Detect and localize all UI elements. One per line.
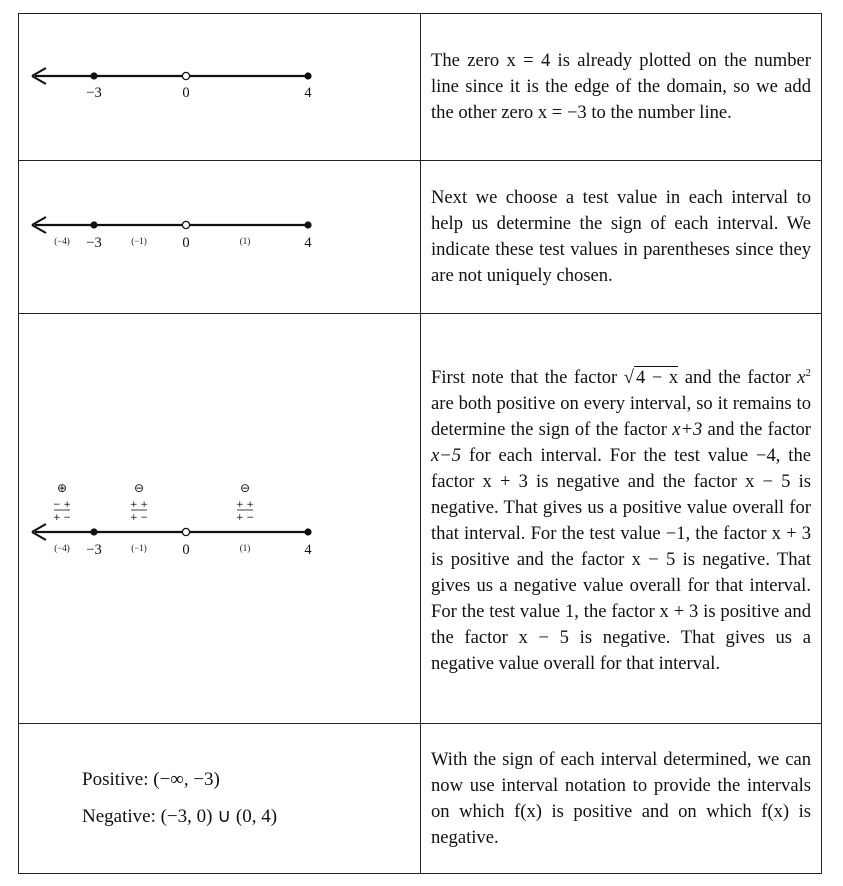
test-value-2: (−1): [131, 543, 147, 553]
factor-signs-top: + +: [236, 500, 254, 510]
figure-cell-2: [19, 161, 421, 314]
step-row-1: [19, 14, 822, 161]
text-cell-2: [421, 161, 822, 314]
tick-label-four: 4: [304, 542, 312, 558]
open-point-zero: [182, 528, 189, 535]
figure-cell-4: [19, 724, 421, 874]
text-part: are both positive on every interval, so it remains to determine the sign of the factor: [431, 393, 811, 441]
explanation-text-1: The zero x = 4 is already plotted on the number line since it is the edge of the domain, so we add the other zero x = −3 to the number line.: [431, 50, 811, 123]
number-line-1: [19, 14, 420, 160]
figure-cell-3: [19, 314, 421, 724]
closed-point-neg3: [90, 72, 97, 79]
explanation-text-2: Next we choose a test value in each interval to help us determine the sign of each interval. We indicate these test values in parentheses since they are not uniquely chosen.: [431, 187, 811, 286]
step-row-4: [19, 724, 822, 874]
tick-label-four: 4: [304, 85, 312, 101]
sign-chart: [19, 314, 420, 723]
tick-label-neg3: −3: [86, 235, 102, 251]
sign-stack-interval-2: [130, 481, 148, 523]
text-part: First note that the factor: [431, 367, 624, 389]
text-part: and the factor: [678, 367, 798, 389]
closed-point-four: [304, 528, 311, 535]
tick-label-zero: 0: [182, 85, 190, 101]
open-point-zero: [182, 72, 189, 79]
tick-label-zero: 0: [182, 235, 190, 251]
x-squared: x: [797, 367, 806, 389]
positive-intervals: Positive: (−∞, −3): [82, 769, 220, 790]
interval-summary: [19, 769, 420, 828]
figure-cell-1: [19, 14, 421, 161]
open-point-zero: [182, 221, 189, 228]
number-line-2: [19, 161, 420, 313]
tick-label-neg3: −3: [86, 542, 102, 558]
step-row-2: [19, 161, 822, 314]
steps-table: [18, 13, 822, 874]
positive-circle-icon: ⊕: [56, 481, 68, 495]
closed-point-four: [304, 72, 311, 79]
factor-signs-top: + +: [130, 500, 148, 510]
sign-stack-interval-3: [236, 481, 254, 523]
sign-stack-interval-1: [53, 481, 71, 523]
closed-point-neg3: [90, 221, 97, 228]
factor-signs-bottom: + −: [130, 513, 148, 523]
factor-x-minus-5: x−5: [431, 445, 462, 467]
tick-label-zero: 0: [182, 542, 190, 558]
text-cell-3: [421, 314, 822, 724]
test-value-1: (−4): [54, 236, 70, 246]
tick-label-four: 4: [304, 235, 312, 251]
closed-point-neg3: [90, 528, 97, 535]
negative-circle-icon: ⊖: [133, 481, 145, 495]
text-cell-4: [421, 724, 822, 874]
factor-signs-bottom: + −: [236, 513, 254, 523]
text-part: for each interval. For the test value −4, the factor x + 3 is negative and the factor x − 5 is negative. That gives us a positive value overall for that interval. For the test value −1, the factor x + 3 is positive and the factor x − 5 is negative. That gives us a negative value overall for that interval. For the test value 1, the factor x + 3 is positive and the factor x − 5 is negative. That gives us a negative value overall for that interval.: [431, 445, 811, 675]
test-value-3: (1): [239, 543, 251, 553]
tick-label-neg3: −3: [86, 85, 102, 101]
closed-point-four: [304, 221, 311, 228]
explanation-text-4: With the sign of each interval determined, we can now use interval notation to provide the intervals on which f(x) is positive and on which f(x) is negative.: [431, 748, 811, 848]
negative-intervals: Negative: (−3, 0) ∪ (0, 4): [82, 806, 278, 827]
test-value-2: (−1): [131, 236, 147, 246]
explanation-text-3: First note that the factor √ 4 − x and the factor $x^2$ are both positive on every interval, so it remains to determine the sign of the factor x+3 and the factor x−5 for each interval. For the test value −4, the factor x + 3 is negative and the factor x − 5 is negative. That gives us a positive value overall for that interval. For the test value −1, the factor x + 3 is positive and the factor x − 5 is negative. That gives us a negative value overall for that interval. For the test value 1, the factor x + 3 is positive and the factor x − 5 is negative. That gives us a negative value overall for that interval.: [431, 366, 811, 675]
test-value-1: (−4): [54, 543, 70, 553]
factor-signs-bottom: + −: [53, 513, 71, 523]
factor-x-plus-3: x+3: [672, 419, 703, 441]
text-cell-1: [421, 14, 822, 161]
negative-circle-icon: ⊖: [239, 481, 251, 495]
test-value-3: (1): [239, 236, 251, 246]
sqrt-expression: 4 − x: [635, 367, 679, 389]
factor-signs-top: − +: [53, 500, 71, 510]
text-part: and the factor: [702, 419, 811, 441]
step-row-3: [19, 314, 822, 724]
